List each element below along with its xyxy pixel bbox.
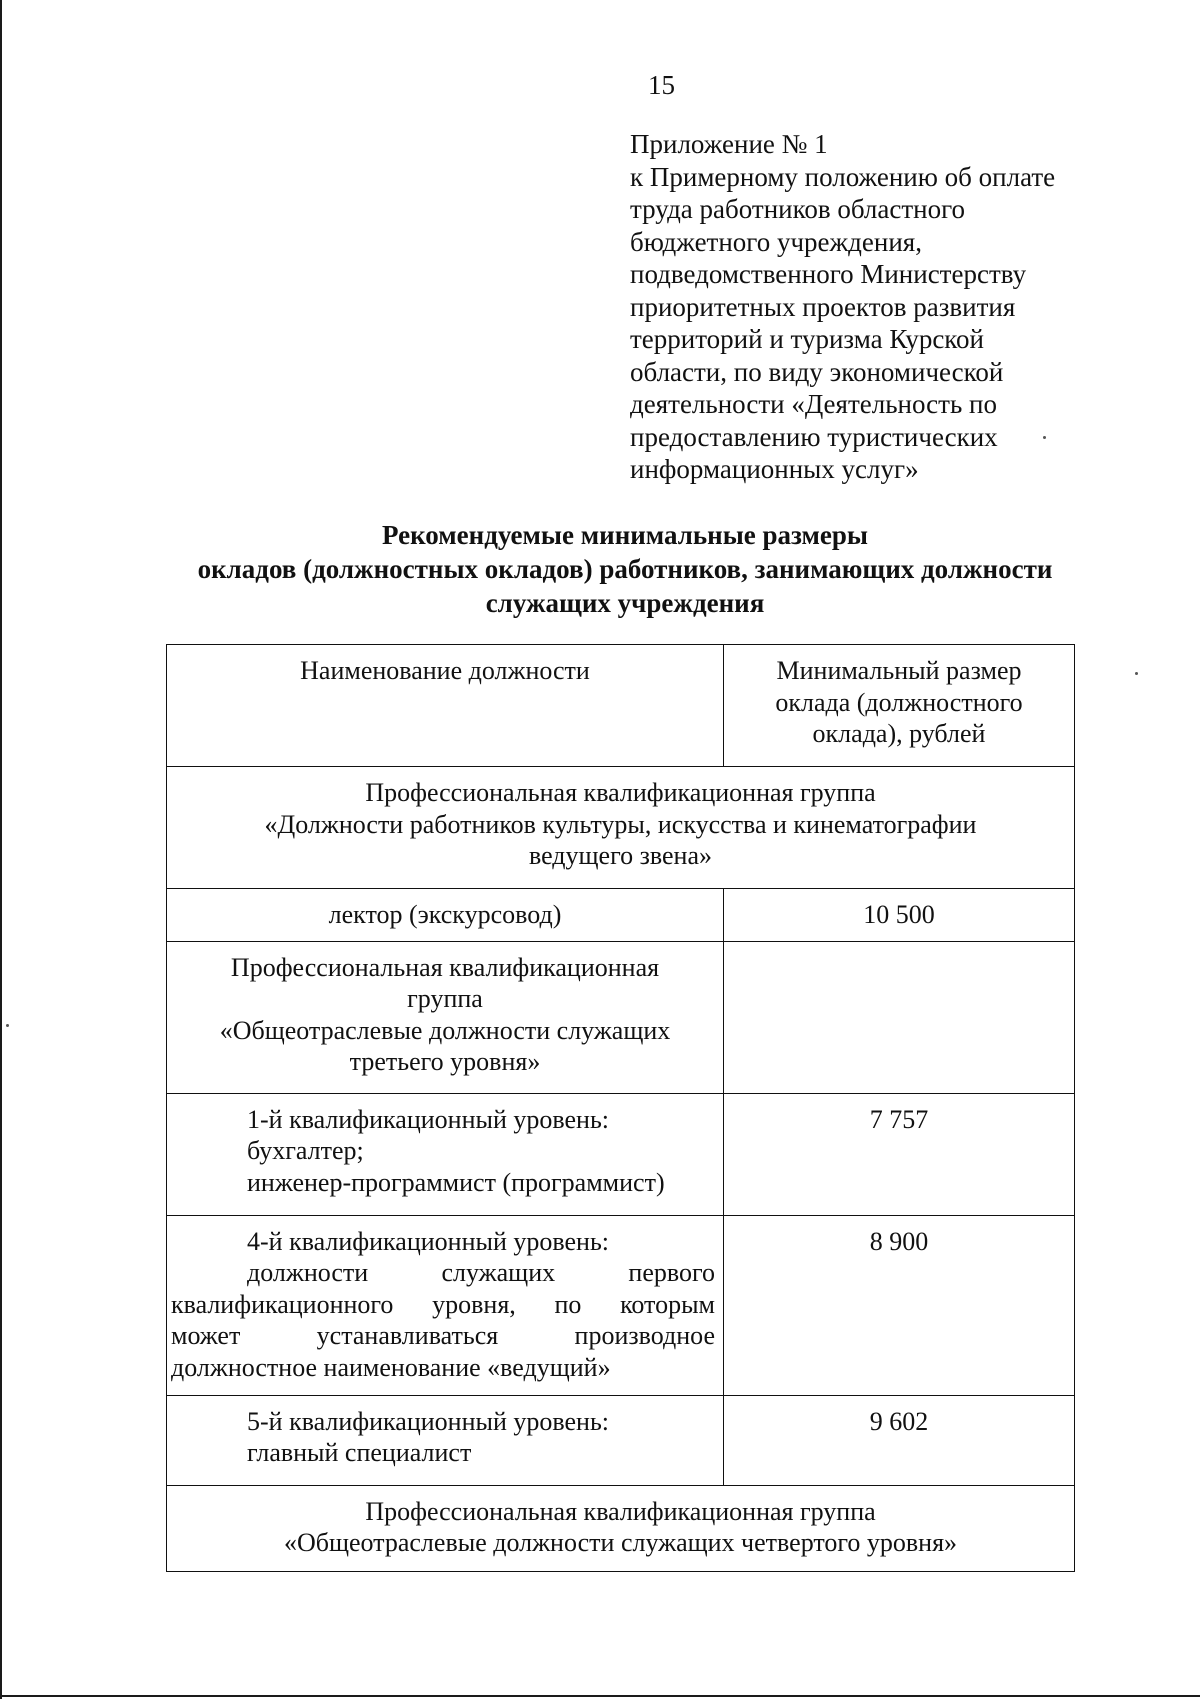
- table-row-level-4: [167, 1215, 1075, 1395]
- header-salary-line: Минимальный размер: [776, 656, 1022, 685]
- annex-line: Приложение № 1: [630, 129, 828, 159]
- position-cell: [167, 889, 724, 942]
- group-row-fourth-level: [167, 1485, 1075, 1571]
- position-line: должностное наименование «ведущий»: [171, 1352, 611, 1382]
- annex-reference: [630, 128, 1100, 486]
- group-cell: [167, 767, 1075, 889]
- group-line: группа: [407, 984, 483, 1013]
- group-line: «Общеотраслевые должности служащих четвертого уровня»: [283, 1528, 958, 1557]
- annex-line: к Примерному положению об оплате: [630, 161, 1056, 192]
- salary-value: 10 500: [863, 900, 935, 929]
- group-line: Профессиональная квалификационная группа: [365, 1496, 876, 1526]
- group-line: «Общеотраслевые должности служащих: [219, 1015, 671, 1045]
- annex-line: предоставлению туристических: [630, 421, 998, 452]
- group-row-culture: [167, 767, 1075, 889]
- table-row-level-1: [167, 1093, 1075, 1215]
- annex-line: деятельности «Деятельность по: [630, 389, 997, 419]
- salary-cell: [724, 1093, 1075, 1215]
- annex-line: информационных услуг»: [630, 454, 919, 484]
- position-line: 4-й квалификационный уровень:: [247, 1226, 610, 1256]
- scan-edge-bottom: [0, 1695, 1200, 1697]
- group-line: Профессиональная квалификационная: [230, 952, 660, 982]
- annex-line: бюджетного учреждения,: [630, 226, 922, 257]
- header-position-name: [167, 645, 724, 767]
- position-line: инженер-программист (программист): [247, 1167, 665, 1197]
- table-row-lecturer: [167, 889, 1075, 942]
- position-cell: [167, 1395, 724, 1485]
- salary-cell: [724, 889, 1075, 942]
- header-salary-line: оклада (должностного: [775, 687, 1023, 717]
- salary-value: 8 900: [869, 1226, 929, 1256]
- page-number: 15: [648, 70, 675, 100]
- title-line: Рекомендуемые минимальные размеры: [381, 520, 868, 550]
- annex-line: территорий и туризма Курской: [630, 324, 984, 354]
- table-row-level-5: [167, 1395, 1075, 1485]
- group-cell: [167, 941, 724, 1093]
- group-line: «Должности работников культуры, искусства и кинематографии: [264, 809, 977, 839]
- salary-cell: [724, 1395, 1075, 1485]
- position-line: квалификационного уровня, по которым: [171, 1289, 715, 1319]
- position-line: должности служащих первого: [247, 1258, 715, 1287]
- position-line: бухгалтер;: [247, 1136, 364, 1165]
- position-line: 5-й квалификационный уровень:: [247, 1406, 610, 1436]
- salary-table: [166, 644, 1075, 1572]
- table-header-row: [167, 645, 1075, 767]
- salary-value: 9 602: [869, 1406, 929, 1436]
- title-line: окладов (должностных окладов) работников, занимающих должности: [197, 554, 1053, 584]
- salary-value: 7 757: [869, 1104, 929, 1134]
- position-cell: [167, 1093, 724, 1215]
- group-row-third-level: [167, 941, 1075, 1093]
- position-cell: [167, 1215, 724, 1395]
- group-cell: [167, 1485, 1075, 1571]
- scan-speck: [6, 1024, 9, 1027]
- document-title: [150, 518, 1100, 620]
- position-line: 1-й квалификационный уровень:: [247, 1104, 610, 1134]
- position-line: может устанавливаться производное: [171, 1321, 715, 1350]
- position-name: лектор (экскурсовод): [328, 900, 562, 929]
- header-salary-line: оклада), рублей: [812, 719, 986, 748]
- empty-salary-cell: [724, 941, 1075, 1093]
- annex-line: труда работников областного: [630, 194, 966, 224]
- salary-cell: [724, 1215, 1075, 1395]
- position-line: главный специалист: [247, 1438, 472, 1467]
- header-min-salary: [724, 645, 1075, 767]
- title-line: служащих учреждения: [485, 588, 765, 618]
- group-line: ведущего звена»: [528, 841, 712, 870]
- annex-line: приоритетных проектов развития: [630, 291, 1016, 322]
- group-line: Профессиональная квалификационная группа: [365, 778, 876, 807]
- scan-edge-left: [0, 0, 2, 1699]
- group-line: третьего уровня»: [349, 1047, 541, 1076]
- scan-speck: [1135, 672, 1138, 675]
- annex-line: области, по виду экономической: [630, 356, 1004, 387]
- header-position-label: Наименование должности: [300, 656, 590, 685]
- annex-line: подведомственного Министерству: [630, 259, 1027, 289]
